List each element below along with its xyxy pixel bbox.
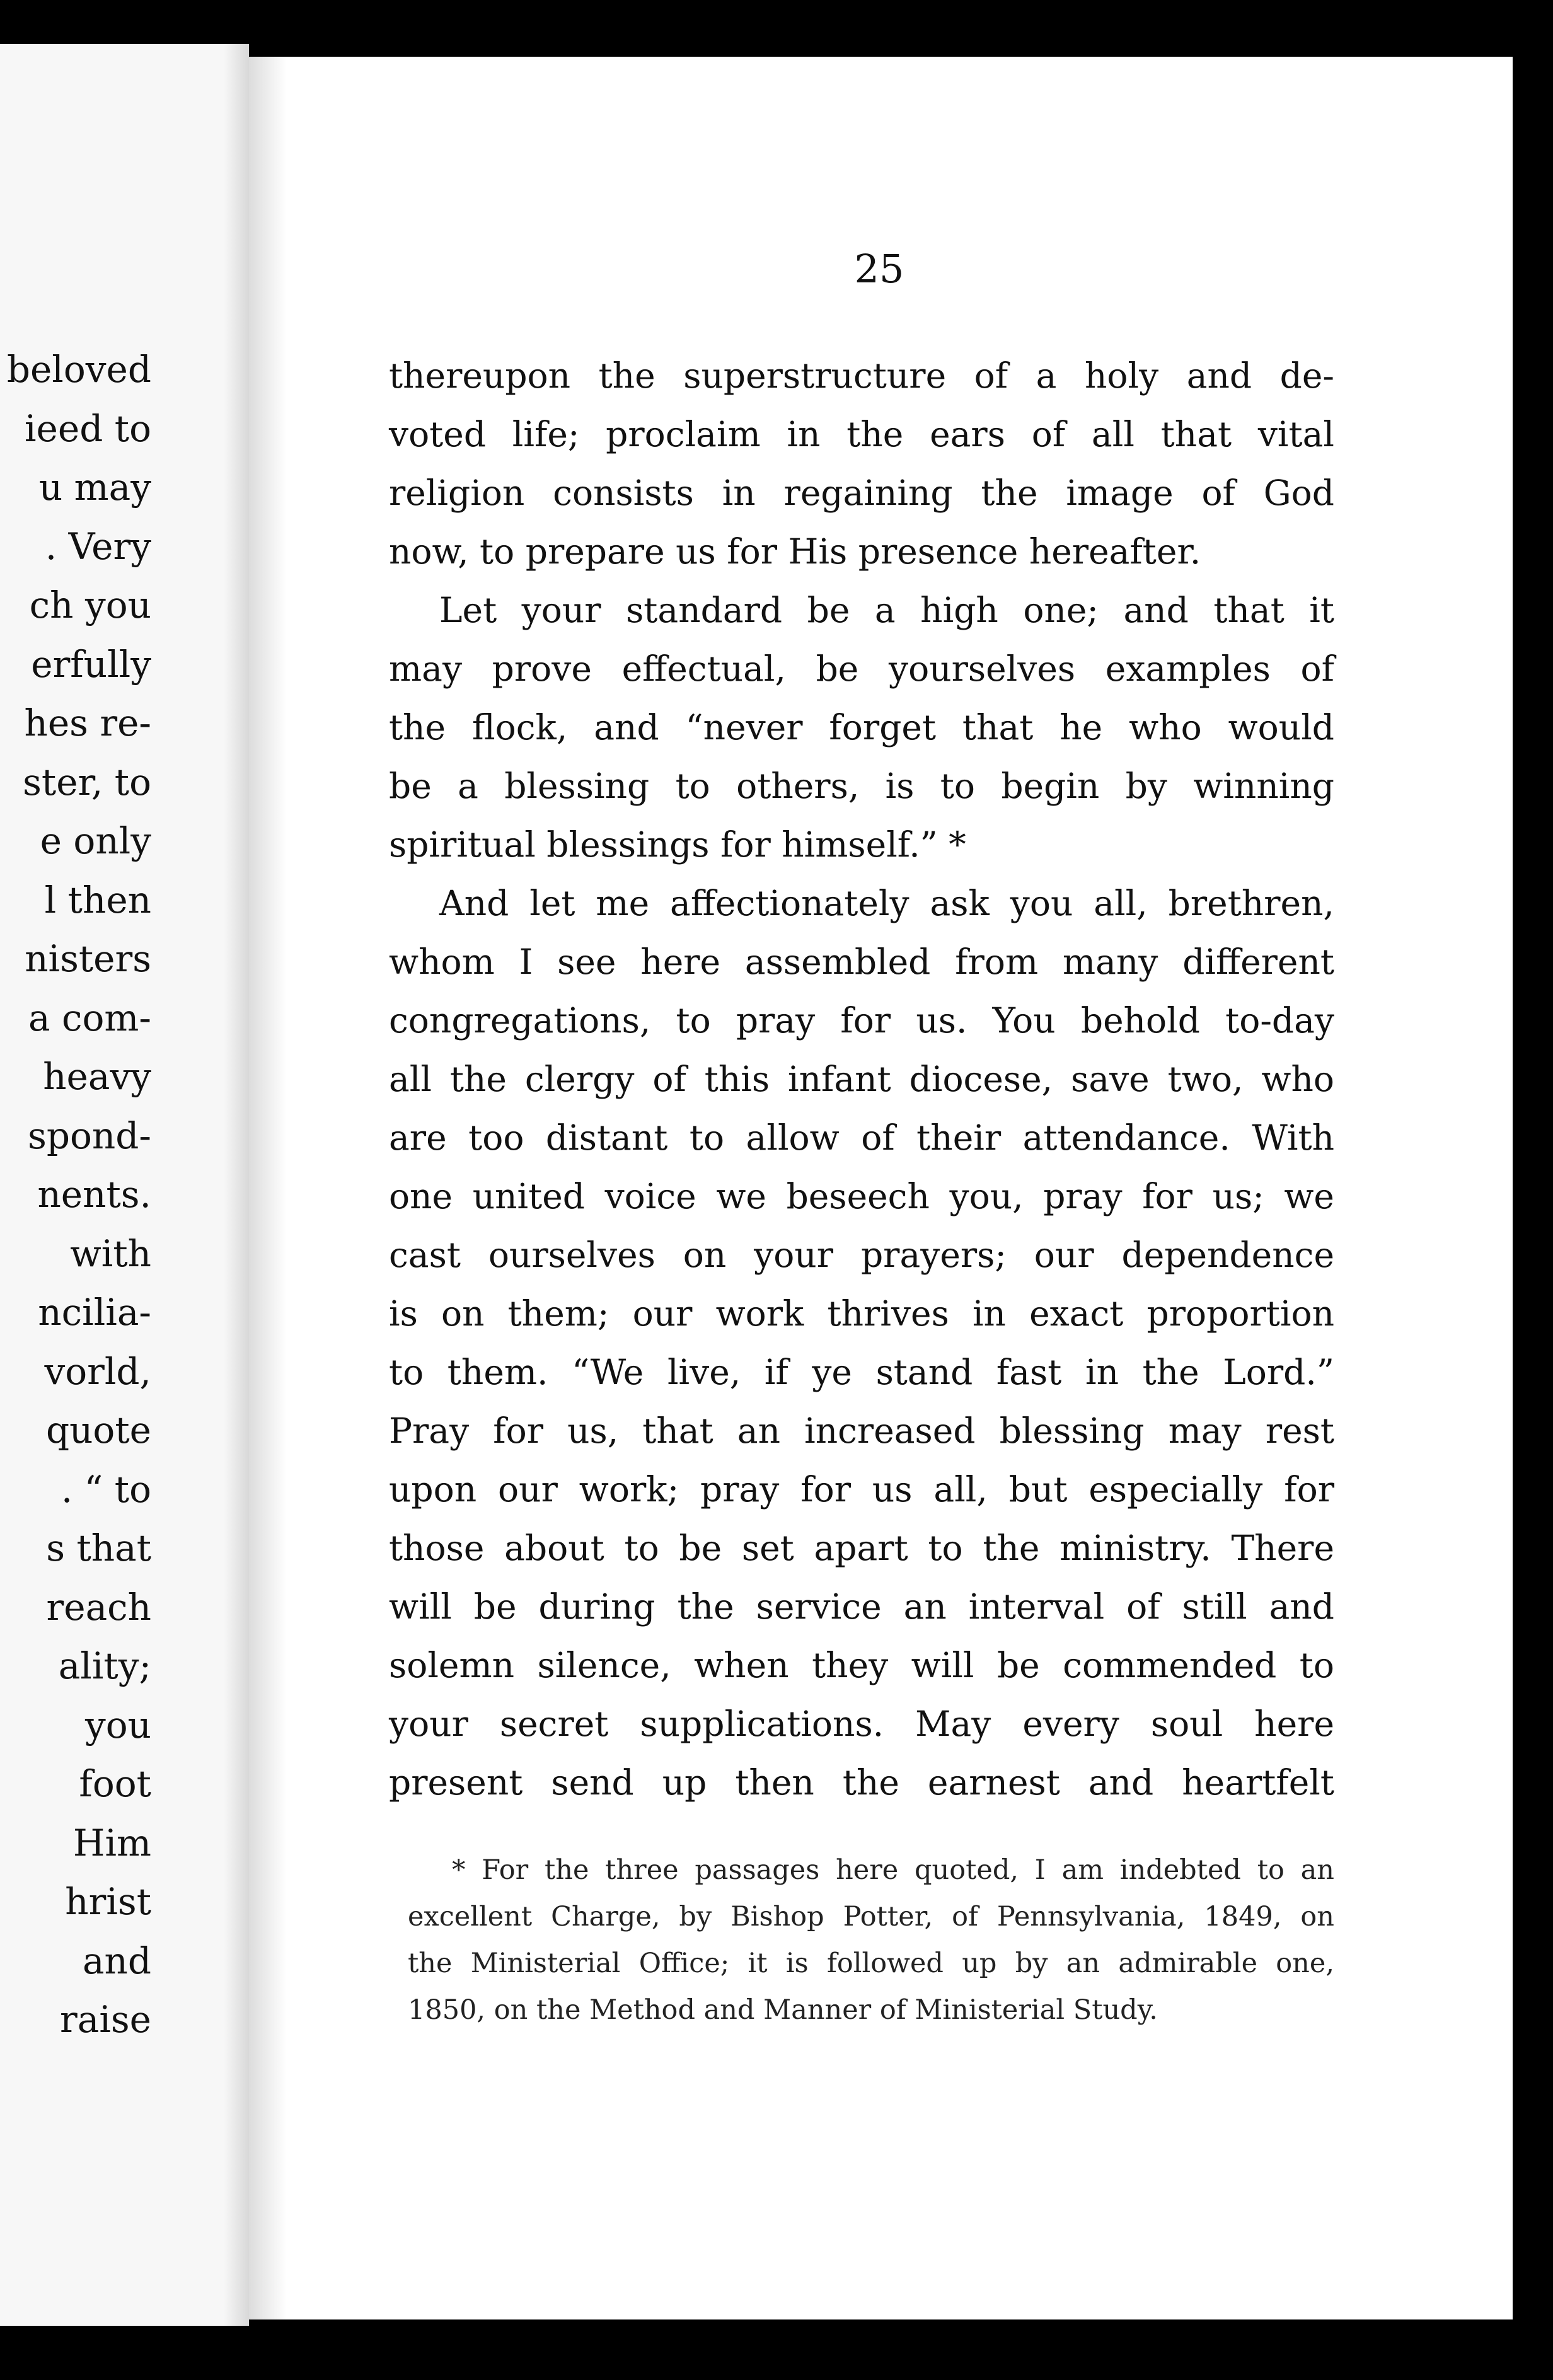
book-gutter-shadow xyxy=(224,44,249,2326)
text-line: cast ourselves on your prayers; our dependence xyxy=(389,1235,1334,1275)
paragraph-1 xyxy=(389,347,1334,581)
text-line: And let me affectionately ask you all, brethren, xyxy=(439,883,1334,923)
text-line: present send up then the earnest and heartfelt xyxy=(389,1762,1334,1803)
text-line: all the clergy of this infant diocese, save two, who xyxy=(389,1059,1334,1099)
right-page xyxy=(249,57,1513,2319)
left-line: . Very xyxy=(45,524,151,568)
left-line: spond- xyxy=(28,1114,151,1157)
left-line: hrist xyxy=(65,1880,151,1923)
text-line: one united voice we beseech you, pray for us; we xyxy=(389,1176,1334,1216)
text-line: those about to be set apart to the ministry. There xyxy=(389,1528,1334,1568)
paragraph-3 xyxy=(389,874,1334,1812)
text-line: will be during the service an interval of still and xyxy=(389,1586,1334,1627)
left-line: s that xyxy=(46,1527,151,1569)
text-line: whom I see here assembled from many different xyxy=(389,942,1334,982)
left-line: quote xyxy=(45,1409,151,1452)
text-line: thereupon the superstructure of a holy and de- xyxy=(389,355,1334,396)
text-line: your secret supplications. May every soul here xyxy=(389,1704,1334,1744)
text-line: are too distant to allow of their attendance. With xyxy=(389,1118,1334,1158)
left-line: e only xyxy=(40,819,151,862)
left-line: nents. xyxy=(37,1173,151,1216)
left-line: ncilia- xyxy=(38,1291,151,1334)
left-line: ch you xyxy=(29,584,151,627)
left-line: erfully xyxy=(31,642,151,686)
text-line: Let your standard be a high one; and that it xyxy=(439,590,1334,630)
text-line: voted life; proclaim in the ears of all that vital xyxy=(389,414,1334,454)
left-line: a com- xyxy=(28,996,151,1039)
left-page-text xyxy=(0,340,151,2050)
body-text xyxy=(389,347,1334,1812)
text-line: Pray for us, that an increased blessing may rest xyxy=(389,1411,1334,1451)
text-line: the flock, and “never forget that he who would xyxy=(389,707,1334,748)
left-line: foot xyxy=(79,1762,151,1805)
left-line: ster, to xyxy=(23,760,151,804)
footnote xyxy=(408,1847,1334,2033)
paragraph-2 xyxy=(389,581,1334,874)
footnote-line: 1850, on the Method and Manner of Ministerial Study. xyxy=(408,1994,1158,2026)
left-line: reach xyxy=(46,1585,151,1629)
left-line: and xyxy=(82,1939,151,1982)
text-line: is on them; our work thrives in exact proportion xyxy=(389,1293,1334,1334)
text-line: religion consists in regaining the image of God xyxy=(389,473,1334,513)
left-line: ality; xyxy=(58,1644,151,1687)
page-number: 25 xyxy=(854,246,904,292)
text-line: now, to prepare us for His presence hereafter. xyxy=(389,531,1201,572)
footnote-line: excellent Charge, by Bishop Potter, of Pennsylvania, 1849, on xyxy=(408,1901,1334,1932)
text-line: spiritual blessings for himself.” * xyxy=(389,824,966,865)
left-line: l then xyxy=(44,878,151,921)
left-line: raise xyxy=(60,1998,151,2041)
text-line: solemn silence, when they will be commended to xyxy=(389,1645,1334,1685)
text-line: to them. “We live, if ye stand fast in the Lord.” xyxy=(389,1352,1334,1392)
left-line: vorld, xyxy=(44,1349,151,1393)
left-line: . “ to xyxy=(61,1467,151,1511)
left-line: u may xyxy=(38,466,151,509)
text-line: be a blessing to others, is to begin by winning xyxy=(389,766,1334,806)
page-edge-shadow xyxy=(249,57,287,2319)
left-line: with xyxy=(70,1232,151,1275)
text-line: congregations, to pray for us. You behold to-day xyxy=(389,1000,1334,1041)
left-line: heavy xyxy=(43,1055,151,1098)
left-line: Him xyxy=(72,1821,151,1864)
text-line: upon our work; pray for us all, but especially for xyxy=(389,1469,1334,1510)
left-line: hes re- xyxy=(24,702,151,744)
left-line: you xyxy=(84,1703,151,1747)
footnote-line: the Ministerial Office; it is followed up by an admirable one, xyxy=(408,1948,1334,1979)
footnote-line: * For the three passages here quoted, I am indebted to an xyxy=(452,1854,1334,1886)
left-line: ieed to xyxy=(25,407,151,450)
left-page xyxy=(0,44,249,2326)
left-line: beloved xyxy=(6,348,151,391)
text-line: may prove effectual, be yourselves examples of xyxy=(389,649,1334,689)
left-line: nisters xyxy=(25,937,151,980)
